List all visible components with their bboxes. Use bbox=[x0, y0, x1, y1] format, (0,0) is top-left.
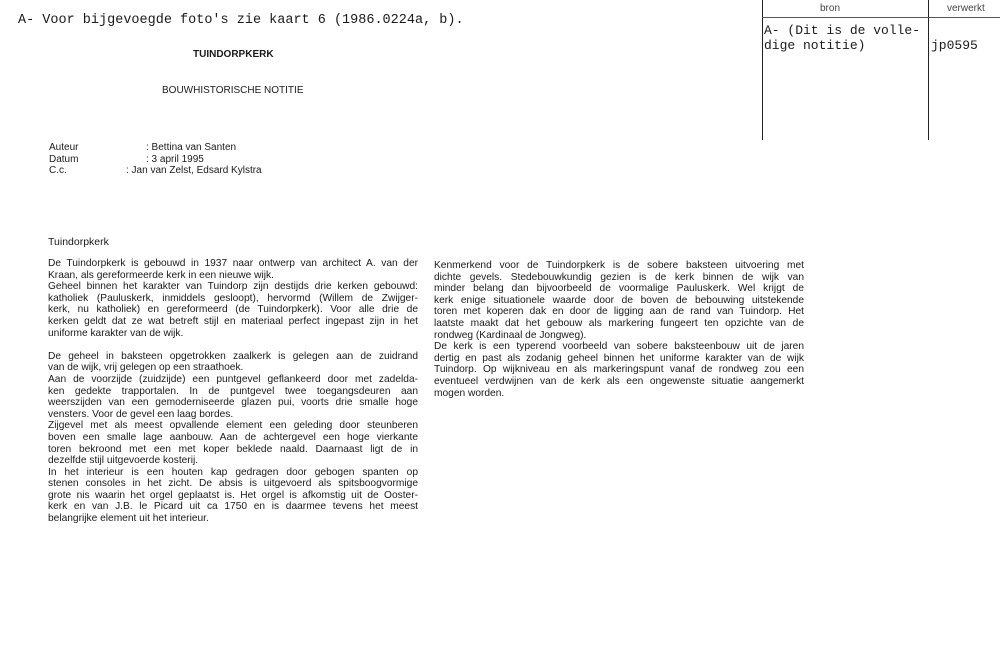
text-line: rondweg (Kardinaal de Jongweg). bbox=[434, 329, 587, 341]
text-line: Aan de voorzijde (zuidzijde) een puntgevel geflankeerd door met zadelda- bbox=[48, 373, 418, 385]
text-line: grote nis waarin het orgel geplaatst is. Het orgel is afkomstig uit de Ooster- bbox=[48, 489, 418, 501]
text-line: toren met koperen dak en door de ligging aan de rand van Tuindorp. Het bbox=[434, 306, 804, 318]
text-line: mogen worden. bbox=[434, 387, 505, 399]
bron-line: dige notitie) bbox=[764, 38, 866, 53]
paragraph bbox=[48, 351, 418, 374]
paragraph bbox=[434, 260, 804, 341]
paragraph bbox=[48, 374, 418, 420]
meta-label: Auteur bbox=[49, 142, 79, 153]
table-verwerkt-cell: jp0595 bbox=[931, 38, 978, 53]
text-line: In het interieur is een houten kap gedragen door gebogen spanten op bbox=[48, 466, 418, 478]
left-text-column bbox=[48, 258, 418, 525]
text-line: De Tuindorpkerk is gebouwd in 1937 naar ontwerp van architect A. van der bbox=[48, 258, 418, 269]
table-header-verwerkt: verwerkt bbox=[947, 3, 985, 14]
paragraph-gap bbox=[48, 339, 418, 351]
header-note: A- Voor bijgevoegde foto's zie kaart 6 (1986.0224a, b). bbox=[18, 13, 464, 28]
paragraph bbox=[48, 258, 418, 281]
text-line: van de wijk, vrij gelegen op een straathoek. bbox=[48, 362, 244, 374]
paragraph bbox=[48, 467, 418, 525]
table-divider bbox=[762, 0, 763, 140]
meta-value-author: : Bettina van Santen bbox=[146, 142, 237, 153]
text-line: katholiek (Pauluskerk, inmiddels gesloopt), hervormd (Willem de Zwijger- bbox=[48, 292, 418, 304]
paragraph bbox=[48, 281, 418, 339]
text-line: toren bekroond met een met koper beklede naald. Daarnaast ligt de in bbox=[48, 443, 418, 455]
table-header-rule bbox=[762, 17, 1000, 18]
table-header-bron: bron bbox=[820, 3, 841, 14]
paragraph bbox=[48, 420, 418, 466]
bron-line: A- (Dit is de volle- bbox=[764, 23, 921, 38]
text-line: stenen consoles in het zicht. De absis is uitgevoerd als spitsboogvormige bbox=[48, 478, 418, 490]
document-title: TUINDORPKERK bbox=[193, 49, 274, 60]
text-line: Zijgevel met als meest opvallende element een geleding door steunberen bbox=[48, 420, 418, 432]
text-line: kerk en van J.B. le Picard uit ca 1750 en is daarmee tevens het meest bbox=[48, 501, 418, 513]
text-line: dertig en past als zodanig geheel binnen het uniforme karakter van de wijk bbox=[434, 352, 804, 364]
text-line: De kerk is een typerend voorbeeld van sobere baksteenbouw uit de jaren bbox=[434, 341, 804, 353]
text-line: belangrijke element uit het interieur. bbox=[48, 513, 209, 525]
text-line: De geheel in baksteen opgetrokken zaalkerk is gelegen aan de zuidrand bbox=[48, 350, 418, 362]
text-line: Kraan, als gereformeerde kerk in een nieuwe wijk. bbox=[48, 269, 274, 281]
meta-value-cc: : Jan van Zelst, Edsard Kylstra bbox=[126, 165, 262, 176]
text-line: kerk enige situationele waarde door de boven de bebouwing uitstekende bbox=[434, 294, 804, 306]
text-line: Tuindorp. Op wijkniveau en als markeringspunt vanaf de rondweg zou een bbox=[434, 364, 804, 376]
table-divider bbox=[928, 0, 929, 140]
text-line: weerszijden van een gemoderniseerde glazen pui, voorts drie smalle hoge bbox=[48, 397, 418, 409]
document-subtitle: BOUWHISTORISCHE NOTITIE bbox=[162, 85, 304, 96]
text-line: eventueel verdwijnen van de kerk als een ongewenste situatie aangemerkt bbox=[434, 375, 804, 387]
text-line: boven een smalle lage aanbouw. Aan de achtergevel een hoge vierkante bbox=[48, 431, 418, 443]
meta-value-date: : 3 april 1995 bbox=[146, 153, 204, 165]
text-line: laatste maakt dat het gebouw als markering fungeert ten opzichte van de bbox=[434, 317, 804, 329]
text-line: uniforme karakter van de wijk. bbox=[48, 327, 184, 339]
text-line: dezelfde stijl uitgevoerde kosterij. bbox=[48, 455, 199, 467]
right-text-column bbox=[434, 260, 804, 399]
paragraph bbox=[434, 341, 804, 399]
text-line: dichte gevels. Stedebouwkundig gezien is de kerk binnen de wijk van bbox=[434, 271, 804, 283]
meta-label: C.c. bbox=[49, 165, 67, 176]
meta-labels bbox=[49, 142, 78, 177]
text-line: Geheel binnen het karakter van Tuindorp zijn destijds drie kerken gebouwd: bbox=[48, 281, 418, 293]
text-line: ken gedekte trapportalen. In de puntgevel twee toegangsdeuren aan bbox=[48, 385, 418, 397]
table-bron-cell bbox=[764, 23, 920, 53]
meta-label: Datum bbox=[49, 153, 79, 165]
section-heading: Tuindorpkerk bbox=[48, 236, 109, 248]
text-line: minder belang dan bijvoorbeeld de voormalige Pauluskerk. Wel krijgt de bbox=[434, 283, 804, 295]
text-line: kerk, nu katholiek) en gereformeerd (de Tuindorpkerk). Voor alle drie de bbox=[48, 304, 418, 316]
text-line: Kenmerkend voor de Tuindorpkerk is de sobere baksteen uitvoering met bbox=[434, 260, 804, 271]
text-line: vensters. Voor de gevel een laag bordes. bbox=[48, 408, 234, 420]
text-line: kerken geldt dat ze wat betreft stijl en materiaal perfect ingepast zijn in het bbox=[48, 315, 418, 327]
